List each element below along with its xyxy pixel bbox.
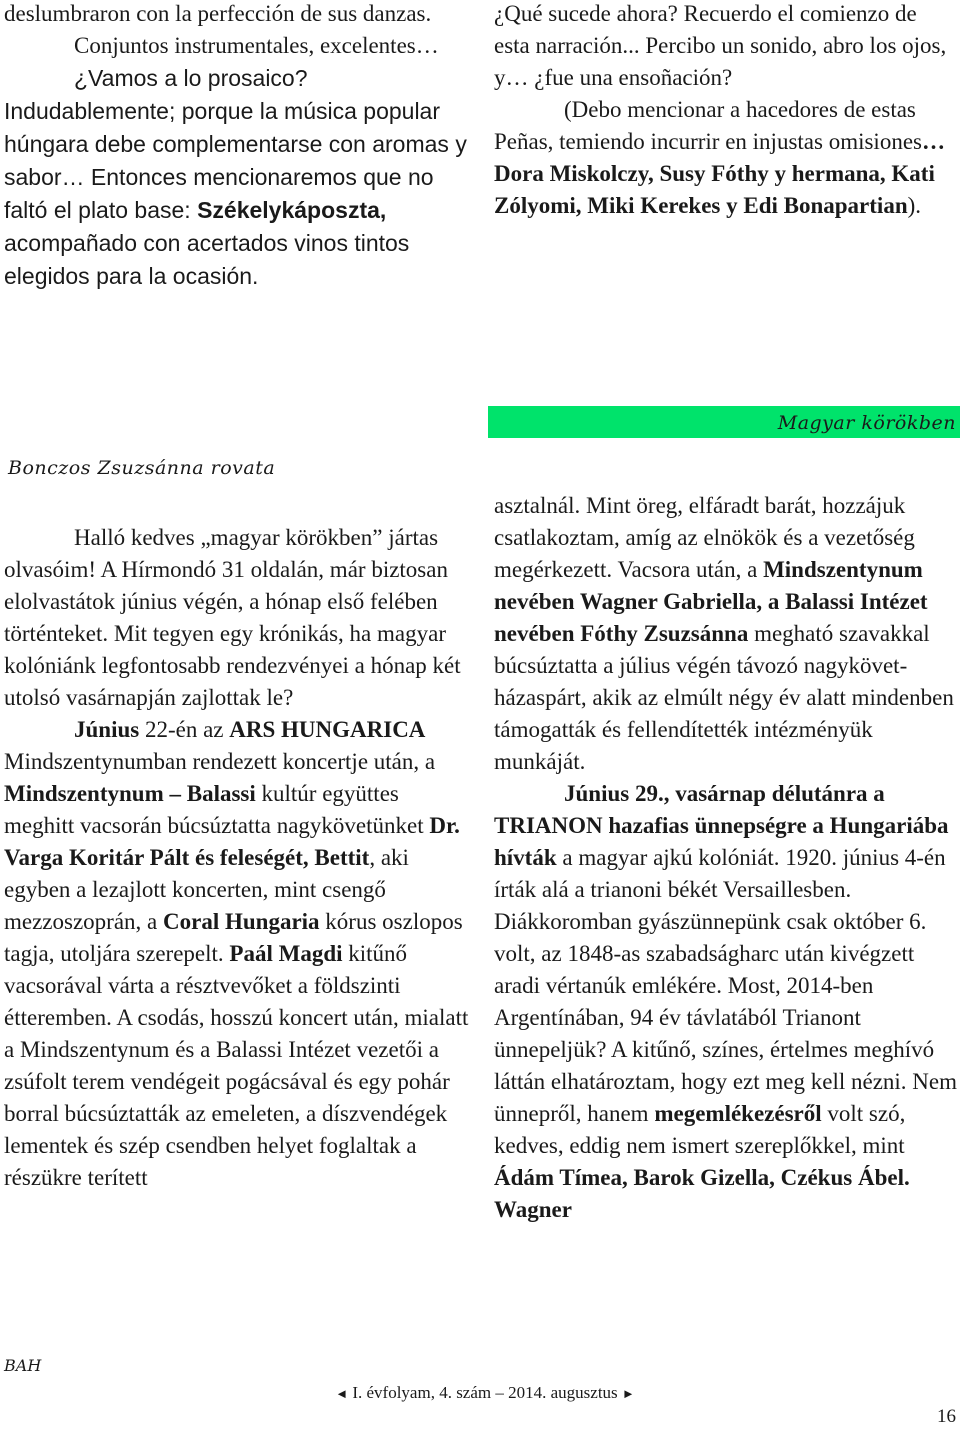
prosaic-text-end: acompañado con acertados vinos tintos elegidos para la ocasión. [4, 230, 410, 289]
text-run: volt szó, kedves, eddig nem ismert szereplőkkel, mint [494, 1101, 906, 1158]
ensemble-name: ARS HUNGARICA [229, 717, 426, 742]
author-initials: BAH [4, 1356, 42, 1375]
paragraph-instruments: Conjuntos instrumentales, excelentes… [74, 33, 439, 58]
paragraph-organizers [494, 94, 956, 222]
right-arrow-icon: ► [621, 1386, 635, 1401]
text-run: 22-én az [139, 717, 230, 742]
article-greeting: Halló kedves „magyar körökben” jártas olvasóim! A Hírmondó 31 oldalán, már biztosan elolvastátok június végén, a hónap első felében történteket. Mit tegyen egy krónikás, ha magyar kolóniánk legfontosabb rendezvényei a hónap két utolsó vasárnapján zajlottak le? [4, 525, 461, 710]
organizers-close: ). [907, 193, 922, 218]
performers-names: Ádám Tímea, Barok Gizella, Czékus Ábel. Wagner [494, 1165, 910, 1222]
text-run: megható szavakkal búcsúztatta a július végén távozó nagykövet-házaspárt, akik az elmúlt négy év alatt mindenben támogatták és fellendítették intézményük munkáját. [494, 621, 954, 774]
column-author-heading: Bonczos Zsuzsánna rovata [8, 457, 276, 479]
page-number: 16 [937, 1406, 956, 1427]
prosaic-text: ¿Vamos a lo prosaico? Indudablemente; porque la música popular húngara debe complementarse con aromas y sabor… Entonces mencionaremos que no faltó el plato base: [4, 65, 467, 223]
issue-info: I. évfolyam, 4. szám – 2014. augusztus [352, 1383, 618, 1402]
section-banner [488, 406, 960, 438]
text-run: kultúr együttes meghitt vacsorán búcsúztatta nagykövetünket [4, 781, 430, 838]
commemoration-word: megemlékezésről [654, 1101, 822, 1126]
top-left-column [4, 0, 474, 293]
ambassador-name: Dr. Varga Koritár Pált és feleségét, Bettit [4, 813, 460, 870]
host-name: Paál Magdi [229, 941, 343, 966]
paragraph-prosaic [4, 62, 474, 293]
text-run: kórus oszlopos tagja, utoljára szerepelt. [4, 909, 463, 966]
text-run: , aki egyben a lezajlott koncerten, mint csengő mezzoszoprán, a [4, 845, 409, 934]
left-arrow-icon: ◄ [335, 1386, 349, 1401]
article-left-column [4, 522, 470, 1194]
organizers-names: … Dora Miskolczy, Susy Fóthy y hermana, Kati Zólyomi, Miki Kerekes y Edi Bonapartian [494, 129, 945, 218]
text-run: a magyar ajkú kolóniát. 1920. június 4-én írták alá a trianoni békét Versaillesben. Diákkoromban gyászünnepünk csak október 6. volt, az 1848-as szabadságharc után kivégzett aradi vértanúk emlékére. Most, 2014-ben Argentínában, 94 év távlatából Trianont ünnepeljük? A kitűnő, színes, értelmes meghívó láttán elhatároztam, hogy ezt meg kell nézni. Nem ünnepről, hanem [494, 845, 958, 1126]
dish-name: Székelykáposzta, [197, 197, 387, 223]
page-footer [300, 1382, 670, 1405]
article-trianon [494, 778, 960, 1226]
trianon-event: Június 29., vasárnap délutánra a TRIANON hazafias ünnepségre a Hungariába hívták [494, 781, 949, 870]
organizer-name: Mindszentynum – Balassi [4, 781, 256, 806]
top-right-column [494, 0, 956, 222]
speakers-names: Mindszentynum nevében Wagner Gabriella, a Balassi Intézet nevében Fóthy Zsuzsánna [494, 557, 928, 646]
article-continued [494, 490, 960, 778]
section-title: Magyar körökben [777, 412, 956, 434]
text-run: asztalnál. Mint öreg, elfáradt barát, hozzájuk csatlakoztam, amíg az elnökök és a vezetőség megérkezett. Vacsora után, a [494, 493, 915, 582]
choir-name: Coral Hungaria [163, 909, 320, 934]
article-right-column [494, 490, 960, 1226]
organizers-intro: (Debo mencionar a hacedores de estas Peñas, temiendo incurrir en injustas omisiones [494, 97, 922, 154]
text-run: kitűnő vacsorával várta a résztvevőket a földszinti étteremben. A csodás, hosszú koncert után, mialatt a Mindszentynum és a Balassi Intézet vezetői a zsúfolt terem vendégeit pogácsával és egy pohár borral búcsúztatták az emeleten, a díszvendégek lementek és szép csendben helyet foglaltak a részükre terített [4, 941, 469, 1190]
article-paragraph [4, 714, 470, 1194]
paragraph-end: deslumbraron con la perfección de sus danzas. [4, 1, 432, 26]
text-run: Mindszentynumban rendezett koncertje után, a [4, 749, 436, 774]
date-bold: Június [74, 717, 140, 742]
paragraph-question: ¿Qué sucede ahora? Recuerdo el comienzo de esta narración... Percibo un sonido, abro los ojos, y… ¿fue una ensoñación? [494, 1, 947, 90]
